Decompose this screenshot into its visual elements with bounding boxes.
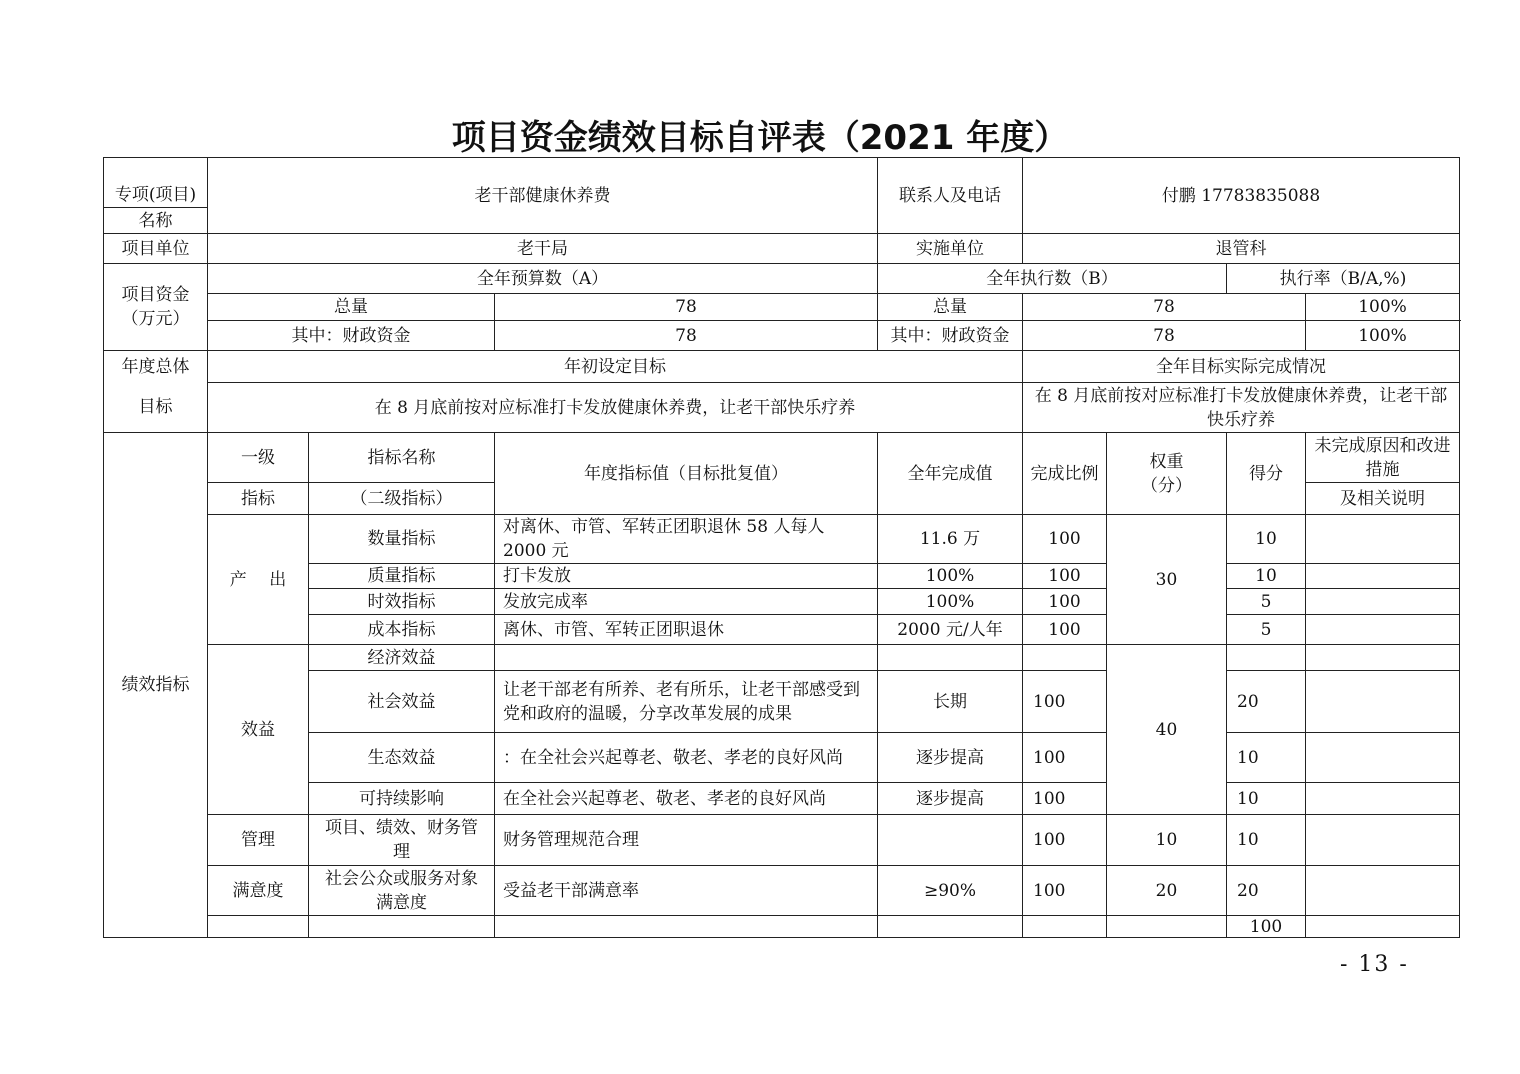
indicator-score: 20 xyxy=(1227,866,1306,916)
indicator-reason xyxy=(1306,671,1460,733)
indicator-actual: 长期 xyxy=(878,671,1023,733)
funds-label: 项目资金（万元） xyxy=(104,264,208,351)
total-cell xyxy=(1023,916,1107,938)
indicator-name: 成本指标 xyxy=(309,615,495,645)
budget-header: 全年预算数（A） xyxy=(208,264,878,294)
total-cell xyxy=(309,916,495,938)
indicator-target: 打卡发放 xyxy=(495,564,878,589)
indicator-score: 10 xyxy=(1227,815,1306,866)
total-cell xyxy=(208,916,309,938)
indicator-score: 5 xyxy=(1227,589,1306,615)
goal-actual-header: 全年目标实际完成情况 xyxy=(1023,351,1460,383)
page-title: 项目资金绩效目标自评表（2021 年度） xyxy=(451,118,1069,158)
indicator-score: 10 xyxy=(1227,783,1306,815)
total-cell xyxy=(1107,916,1227,938)
satisfaction-weight: 20 xyxy=(1107,866,1227,916)
indicator-target: 让老干部老有所养、老有所乐，让老干部感受到党和政府的温暖，分享改革发展的成果 xyxy=(495,671,878,733)
goal-set-header: 年初设定目标 xyxy=(208,351,1023,383)
indicator-reason xyxy=(1306,589,1460,615)
funds-exec-value: 78 xyxy=(1023,294,1306,321)
indicator-actual: 100% xyxy=(878,589,1023,615)
impl-label: 实施单位 xyxy=(878,234,1023,264)
total-weight: 100 xyxy=(1227,916,1306,938)
benefit-weight: 40 xyxy=(1107,645,1227,815)
indicator-actual: 11.6 万 xyxy=(878,515,1023,564)
indicator-ratio: 100 xyxy=(1023,564,1107,589)
indicator-actual: 逐步提高 xyxy=(878,783,1023,815)
indicator-reason xyxy=(1306,815,1460,866)
indicator-target: 离休、市管、军转正团职退休 xyxy=(495,615,878,645)
indicator-score: 5 xyxy=(1227,615,1306,645)
col-reason-b: 及相关说明 xyxy=(1306,483,1460,515)
col-weight: 权重（分） xyxy=(1107,433,1227,515)
funds-row-label: 总量 xyxy=(208,294,495,321)
indicator-reason xyxy=(1306,515,1460,564)
indicator-name: 数量指标 xyxy=(309,515,495,564)
contact-value: 付鹏 17783835088 xyxy=(1023,158,1460,234)
unit-label: 项目单位 xyxy=(104,234,208,264)
indicator-ratio xyxy=(1023,645,1107,671)
indicator-name: 社会效益 xyxy=(309,671,495,733)
indicator-actual: 逐步提高 xyxy=(878,733,1023,783)
evaluation-table xyxy=(103,157,1460,938)
indicator-ratio: 100 xyxy=(1023,589,1107,615)
benefit-label: 效益 xyxy=(208,645,309,815)
funds-row-label: 其中：财政资金 xyxy=(208,321,495,351)
indicator-actual: 2000 元/人年 xyxy=(878,615,1023,645)
indicator-target: 对离休、市管、军转正团职退休 58 人每人 2000 元 xyxy=(495,515,878,564)
col-reason: 未完成原因和改进措施 xyxy=(1306,433,1460,483)
indicator-name: 质量指标 xyxy=(309,564,495,589)
indicator-target xyxy=(495,645,878,671)
indicator-reason xyxy=(1306,783,1460,815)
indicator-target: 发放完成率 xyxy=(495,589,878,615)
indicator-name: 生态效益 xyxy=(309,733,495,783)
project-name-label: 专项(项目) xyxy=(104,158,208,208)
col-name-b: （二级指标） xyxy=(309,483,495,515)
col-level1-b: 指标 xyxy=(208,483,309,515)
funds-rate-value: 100% xyxy=(1306,294,1460,321)
indicator-reason xyxy=(1306,866,1460,916)
funds-budget-value: 78 xyxy=(495,294,878,321)
indicator-ratio: 100 xyxy=(1023,815,1107,866)
col-ratio: 完成比例 xyxy=(1023,433,1107,515)
manage-label: 管理 xyxy=(208,815,309,866)
indicator-target: 在全社会兴起尊老、敬老、孝老的良好风尚 xyxy=(495,783,878,815)
indicator-reason xyxy=(1306,733,1460,783)
total-cell xyxy=(1306,916,1460,938)
indicator-score: 20 xyxy=(1227,671,1306,733)
indicator-target: 财务管理规范合理 xyxy=(495,815,878,866)
indicator-name: 可持续影响 xyxy=(309,783,495,815)
indicator-actual xyxy=(878,645,1023,671)
total-cell xyxy=(495,916,878,938)
indicator-ratio: 100 xyxy=(1023,671,1107,733)
goal-label-2: 目标 xyxy=(104,383,208,433)
indicator-actual: 100% xyxy=(878,564,1023,589)
indicator-actual: ≥90% xyxy=(878,866,1023,916)
project-name-value: 老干部健康休养费 xyxy=(208,158,878,234)
output-weight: 30 xyxy=(1107,515,1227,645)
indicator-ratio: 100 xyxy=(1023,733,1107,783)
unit-value: 老干局 xyxy=(208,234,878,264)
indicator-ratio: 100 xyxy=(1023,783,1107,815)
funds-rate-value: 100% xyxy=(1306,321,1460,351)
indicator-ratio: 100 xyxy=(1023,615,1107,645)
page-number: - 13 - xyxy=(1340,952,1409,977)
impl-value: 退管科 xyxy=(1023,234,1460,264)
project-name-label-2: 名称 xyxy=(104,208,208,234)
indicator-score xyxy=(1227,645,1306,671)
indicator-score: 10 xyxy=(1227,564,1306,589)
indicators-section-label: 绩效指标 xyxy=(104,433,208,938)
goal-actual-text: 在 8 月底前按对应标准打卡发放健康休养费，让老干部快乐疗养 xyxy=(1023,383,1460,433)
funds-exec-value: 78 xyxy=(1023,321,1306,351)
indicator-target: 受益老干部满意率 xyxy=(495,866,878,916)
col-name: 指标名称 xyxy=(309,433,495,483)
col-level1: 一级 xyxy=(208,433,309,483)
indicator-ratio: 100 xyxy=(1023,515,1107,564)
rate-header: 执行率（B/A,%) xyxy=(1227,264,1460,294)
output-label: 产 出 xyxy=(208,515,309,645)
satisfaction-label: 满意度 xyxy=(208,866,309,916)
indicator-reason xyxy=(1306,615,1460,645)
indicator-name: 经济效益 xyxy=(309,645,495,671)
col-target: 年度指标值（目标批复值） xyxy=(495,433,878,515)
manage-weight: 10 xyxy=(1107,815,1227,866)
indicator-target: ：在全社会兴起尊老、敬老、孝老的良好风尚 xyxy=(495,733,878,783)
indicator-score: 10 xyxy=(1227,733,1306,783)
goal-set-text: 在 8 月底前按对应标准打卡发放健康休养费，让老干部快乐疗养 xyxy=(208,383,1023,433)
funds-exec-label: 总量 xyxy=(878,294,1023,321)
indicator-reason xyxy=(1306,564,1460,589)
funds-exec-label: 其中：财政资金 xyxy=(878,321,1023,351)
indicator-reason xyxy=(1306,645,1460,671)
indicator-ratio: 100 xyxy=(1023,866,1107,916)
exec-header: 全年执行数（B） xyxy=(878,264,1227,294)
indicator-name: 社会公众或服务对象满意度 xyxy=(309,866,495,916)
contact-label: 联系人及电话 xyxy=(878,158,1023,234)
indicator-name: 时效指标 xyxy=(309,589,495,615)
funds-budget-value: 78 xyxy=(495,321,878,351)
indicator-actual xyxy=(878,815,1023,866)
col-score: 得分 xyxy=(1227,433,1306,515)
col-actual: 全年完成值 xyxy=(878,433,1023,515)
total-cell xyxy=(878,916,1023,938)
goal-label: 年度总体 xyxy=(104,351,208,383)
indicator-name: 项目、绩效、财务管理 xyxy=(309,815,495,866)
indicator-score: 10 xyxy=(1227,515,1306,564)
